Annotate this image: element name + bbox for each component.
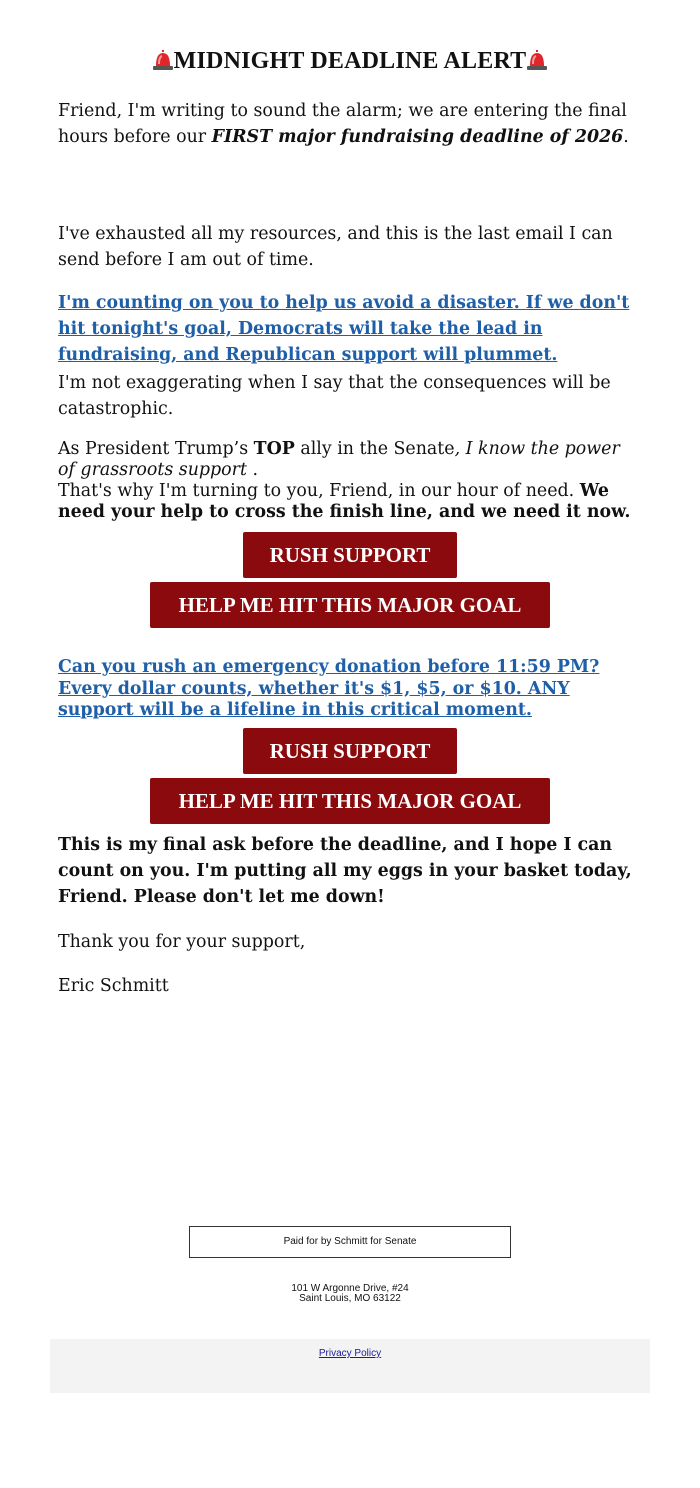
address-line-1: 101 W Argonne Drive, #24: [291, 1283, 409, 1294]
signature: Eric Schmitt: [58, 976, 169, 996]
paid-for-disclaimer: Paid for by Schmitt for Senate: [189, 1226, 511, 1258]
resources-paragraph: I've exhausted all my resources, and this is the last email I can send before I am out of time.: [58, 224, 613, 270]
major-goal-button[interactable]: HELP ME HIT THIS MAJOR GOAL: [150, 582, 550, 628]
police-light-icon: [526, 50, 548, 77]
emergency-link-block: [58, 657, 648, 722]
disaster-link-block: [58, 290, 648, 368]
first-emphasis: FIRST: [211, 127, 273, 147]
major-goal-button[interactable]: HELP ME HIT THIS MAJOR GOAL: [150, 778, 550, 824]
footer-bar: [50, 1339, 650, 1393]
police-light-icon: [152, 50, 174, 77]
headline-text: MIDNIGHT DEADLINE ALERT: [173, 48, 527, 74]
rush-support-button[interactable]: RUSH SUPPORT: [243, 532, 457, 578]
privacy-policy-link[interactable]: Privacy Policy: [318, 1348, 382, 1359]
address-line-2: Saint Louis, MO 63122: [299, 1293, 401, 1304]
catastrophic-paragraph: I'm not exaggerating when I say that the consequences will be catastrophic.: [58, 373, 611, 419]
disaster-donate-link[interactable]: I'm counting on you to help us avoid a disaster. If we don't hit tonight's goal, Democrats will take the lead in fundraising, and Republican support will plummet.: [58, 293, 630, 365]
final-ask-paragraph: This is my final ask before the deadline, and I hope I can count on you. I'm putting all my eggs in your basket today, Friend. Please don't let me down!: [58, 835, 632, 907]
intro-paragraph: Friend, I'm writing to sound the alarm; we are entering the final hours before our FIRST major fundraising deadline of 2026.: [58, 101, 629, 147]
thanks-line: Thank you for your support,: [58, 932, 306, 952]
ally-paragraph: As President Trump’s TOP ally in the Senate, I know the power of grassroots support . That's why I'm turning to you, Friend, in our hour of need. We need your help to cross the finish line, and we need it now.: [58, 439, 631, 522]
rush-support-button[interactable]: RUSH SUPPORT: [243, 728, 457, 774]
emergency-donate-link[interactable]: Can you rush an emergency donation before 11:59 PM? Every dollar counts, whether it's $1, $5, or $10. ANY support will be a lifeline in this critical moment.: [58, 657, 600, 720]
headline: [0, 48, 700, 77]
